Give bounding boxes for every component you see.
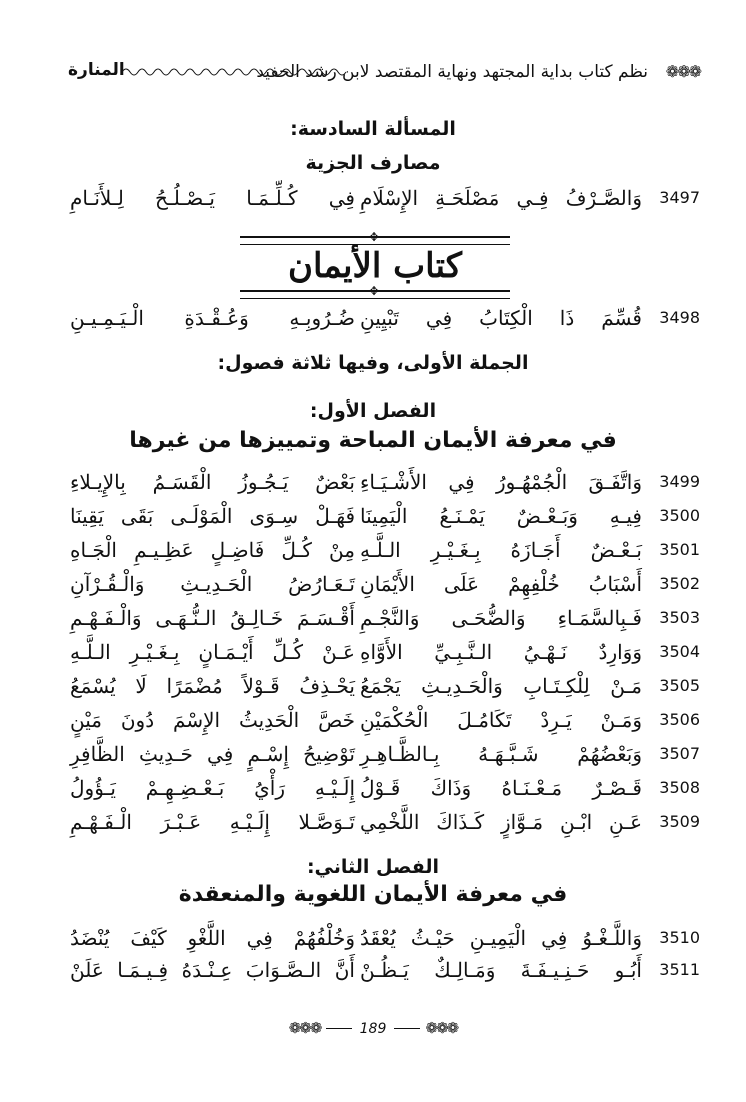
verse-line xyxy=(60,574,700,608)
verse-line xyxy=(60,812,700,846)
first-hemistich: بَـعْـضٌ أَجَـازَهُ بِـغَـيْـرِ الـلَّـهِ xyxy=(360,538,642,562)
verse-number: 3500 xyxy=(659,506,700,525)
second-hemistich: تَوْضِيحُ إِسْـمٍ فِي حَـدِيثِ الظَّافِرِ xyxy=(70,742,355,766)
second-hemistich: فَهَـلْ سِـوَى الْمَوْلَـى بَقَى يَقِينَا xyxy=(70,504,355,528)
fasl-heading: الفصل الثاني: xyxy=(306,856,440,878)
second-hemistich: إِلَـيْـهِ رَأْيُ بَـعْـضِـهِـمْ يَـؤُولُ xyxy=(70,776,355,800)
verse-number: 3499 xyxy=(659,472,700,491)
second-hemistich: وَخُلْفُهُمْ فِي اللَّغْوِ كَيْفَ يُنْضَدُ xyxy=(70,926,355,950)
subsection-heading: مصارف الجزية xyxy=(305,152,441,174)
verse-number: 3502 xyxy=(659,574,700,593)
verse-line xyxy=(60,540,700,574)
second-hemistich: بَعْضٌ يَـجُـوزُ الْقَسَـمُ بِالإِيـلاءِ xyxy=(70,470,355,494)
first-hemistich: أَسْبَابُ خُلْفِهِمْ عَلَى الأَيْمَانِ xyxy=(360,572,642,596)
verse-line xyxy=(60,676,700,710)
verse-number: 3498 xyxy=(659,308,700,327)
second-hemistich: مِنْ كُـلِّ فَاضِـلٍ عَظِـيـمِ الْجَـاهِ xyxy=(70,538,355,562)
second-hemistich: أَقْـسَـمَ خَـالِـقُ الـنُّـهَـى وَالْـفَـهْـمِ xyxy=(70,606,355,630)
first-hemistich: وَاللَّـغْـوُ فِي الْيَمِيـنِ حَيْـثُ يُعْقَدُ xyxy=(360,926,642,950)
first-hemistich: وَالصَّـرْفُ فِـي مَصْلَحَـةِ الإِسْلَامِ xyxy=(360,186,642,210)
verse-line xyxy=(60,188,700,222)
verse-number: 3506 xyxy=(659,710,700,729)
first-hemistich: قَـصْـرٌ مَـعْـنَـاهُ وَذَاكَ قَـوْلُ xyxy=(360,776,642,800)
verse-line xyxy=(60,710,700,744)
verse-number: 3511 xyxy=(659,960,700,979)
second-hemistich: فِي كُـلِّـمَـا يَـصْـلُـحُ لِـلأَنَـامِ xyxy=(70,186,355,210)
running-header xyxy=(60,58,700,88)
verse-line xyxy=(60,744,700,778)
second-hemistich: تَـوَصَّـلا إِلَـيْـهِ عَـبْـرَ الْـفَـهْـمِ xyxy=(70,810,355,834)
chapter-title: كتاب الأيمان xyxy=(288,246,462,286)
flower-ornament-icon: ❁❁❁ xyxy=(665,62,700,81)
fasl-title: في معرفة الأيمان اللغوية والمنعقدة xyxy=(178,882,568,907)
verse-number: 3507 xyxy=(659,744,700,763)
second-hemistich: ضُـرُوبِـهِ وَعُـقْـدَةِ الْـيَـمِـيـنِ xyxy=(70,306,355,330)
verse-line xyxy=(60,960,700,994)
flower-ornament-icon: ❁❁❁ xyxy=(288,1019,321,1037)
jumla-heading: الجملة الأولى، وفيها ثلاثة فصول: xyxy=(217,352,529,374)
verse-line xyxy=(60,642,700,676)
page-number: 189 xyxy=(359,1021,387,1037)
wavy-rule xyxy=(122,66,348,78)
first-hemistich: عَـنِ ابْـنِ مَـوَّازٍ كَـذَاكَ اللَّخْمِي xyxy=(360,810,642,834)
verse-number: 3501 xyxy=(659,540,700,559)
first-hemistich: وَاتَّفَـقَ الْجُمْهُـورُ فِي الأَشْـيَـاءِ xyxy=(360,470,642,494)
chapter-title-block xyxy=(240,228,510,302)
verse-line xyxy=(60,472,700,506)
verse-number: 3508 xyxy=(659,778,700,797)
knot-ornament-icon: ✥ xyxy=(369,284,380,298)
first-hemistich: فِيـهِ وَبَـعْـضٌ يَمْـنَـعُ الْيَمِينَا xyxy=(360,504,642,528)
verse-number: 3510 xyxy=(659,928,700,947)
second-hemistich: خَصَّ الْحَدِيثُ الإِسْمَ دُونَ مَيْنٍ xyxy=(70,708,355,732)
verse-number: 3505 xyxy=(659,676,700,695)
masala-heading: المسألة السادسة: xyxy=(290,118,456,140)
first-hemistich: وَمَـنْ يَـرِدْ تَكَامُـلَ الْحُكْمَيْنِ xyxy=(360,708,642,732)
verse-number: 3503 xyxy=(659,608,700,627)
first-hemistich: أَبُـو حَـنِـيـفَـةَ وَمَـالِـكٌ يَـظُـنْ xyxy=(360,958,642,982)
section-name: المنارة xyxy=(68,60,125,80)
book-title: نظم كتاب بداية المجتهد ونهاية المقتصد لابن رشد الحفيد xyxy=(256,62,648,82)
second-hemistich: تَـعَـارُضُ الْحَـدِيـثِ وَالْـقُـرْآنِ xyxy=(70,572,355,596)
page-footer xyxy=(0,1018,746,1044)
verse-number: 3504 xyxy=(659,642,700,661)
divider xyxy=(394,1028,420,1029)
fasl-heading: الفصل الأول: xyxy=(309,400,437,422)
second-hemistich: عَـنْ كُـلِّ أَيْـمَـانٍ بِـغَـيْـرِ الـلَّـهِ xyxy=(70,640,355,664)
first-hemistich: وَوَارِدٌ نَـهْـيُ الـنَّـبِـيِّ الأَوَّاهِ xyxy=(360,640,642,664)
verse-line xyxy=(60,778,700,812)
first-hemistich: قُسِّمَ ذَا الْكِتَابُ فِي تَبْيِينِ xyxy=(360,306,642,330)
verse-line xyxy=(60,608,700,642)
verse-line xyxy=(60,506,700,540)
first-hemistich: فَـبِالسَّمَـاءِ وَالضُّحَـى وَالنَّجْـمِ xyxy=(360,606,642,630)
verse-number: 3497 xyxy=(659,188,700,207)
verse-line xyxy=(60,308,700,342)
fasl-title: في معرفة الأيمان المباحة وتمييزها من غيرها xyxy=(129,428,617,453)
verse-line xyxy=(60,928,700,962)
flower-ornament-icon: ❁❁❁ xyxy=(425,1019,458,1037)
first-hemistich: وَبَعْضُهُمْ شَـبَّـهَـهُ بِـالظَّـاهِـرِ xyxy=(360,742,642,766)
first-hemistich: مَـنْ لِلْكِـتَـابِ وَالْحَـدِيـثِ يَجْمَعُ xyxy=(360,674,642,698)
second-hemistich: أَنَّ الـصَّـوَابَ عِـنْـدَهُ فِـيـمَـا عَلَنْ xyxy=(70,958,355,982)
verse-number: 3509 xyxy=(659,812,700,831)
divider xyxy=(326,1028,352,1029)
knot-ornament-icon: ✥ xyxy=(369,230,380,244)
second-hemistich: يَحْـذِفُ قَـوْلاً مُضْمَرًا لَا يُسْمَعُ xyxy=(70,674,355,698)
